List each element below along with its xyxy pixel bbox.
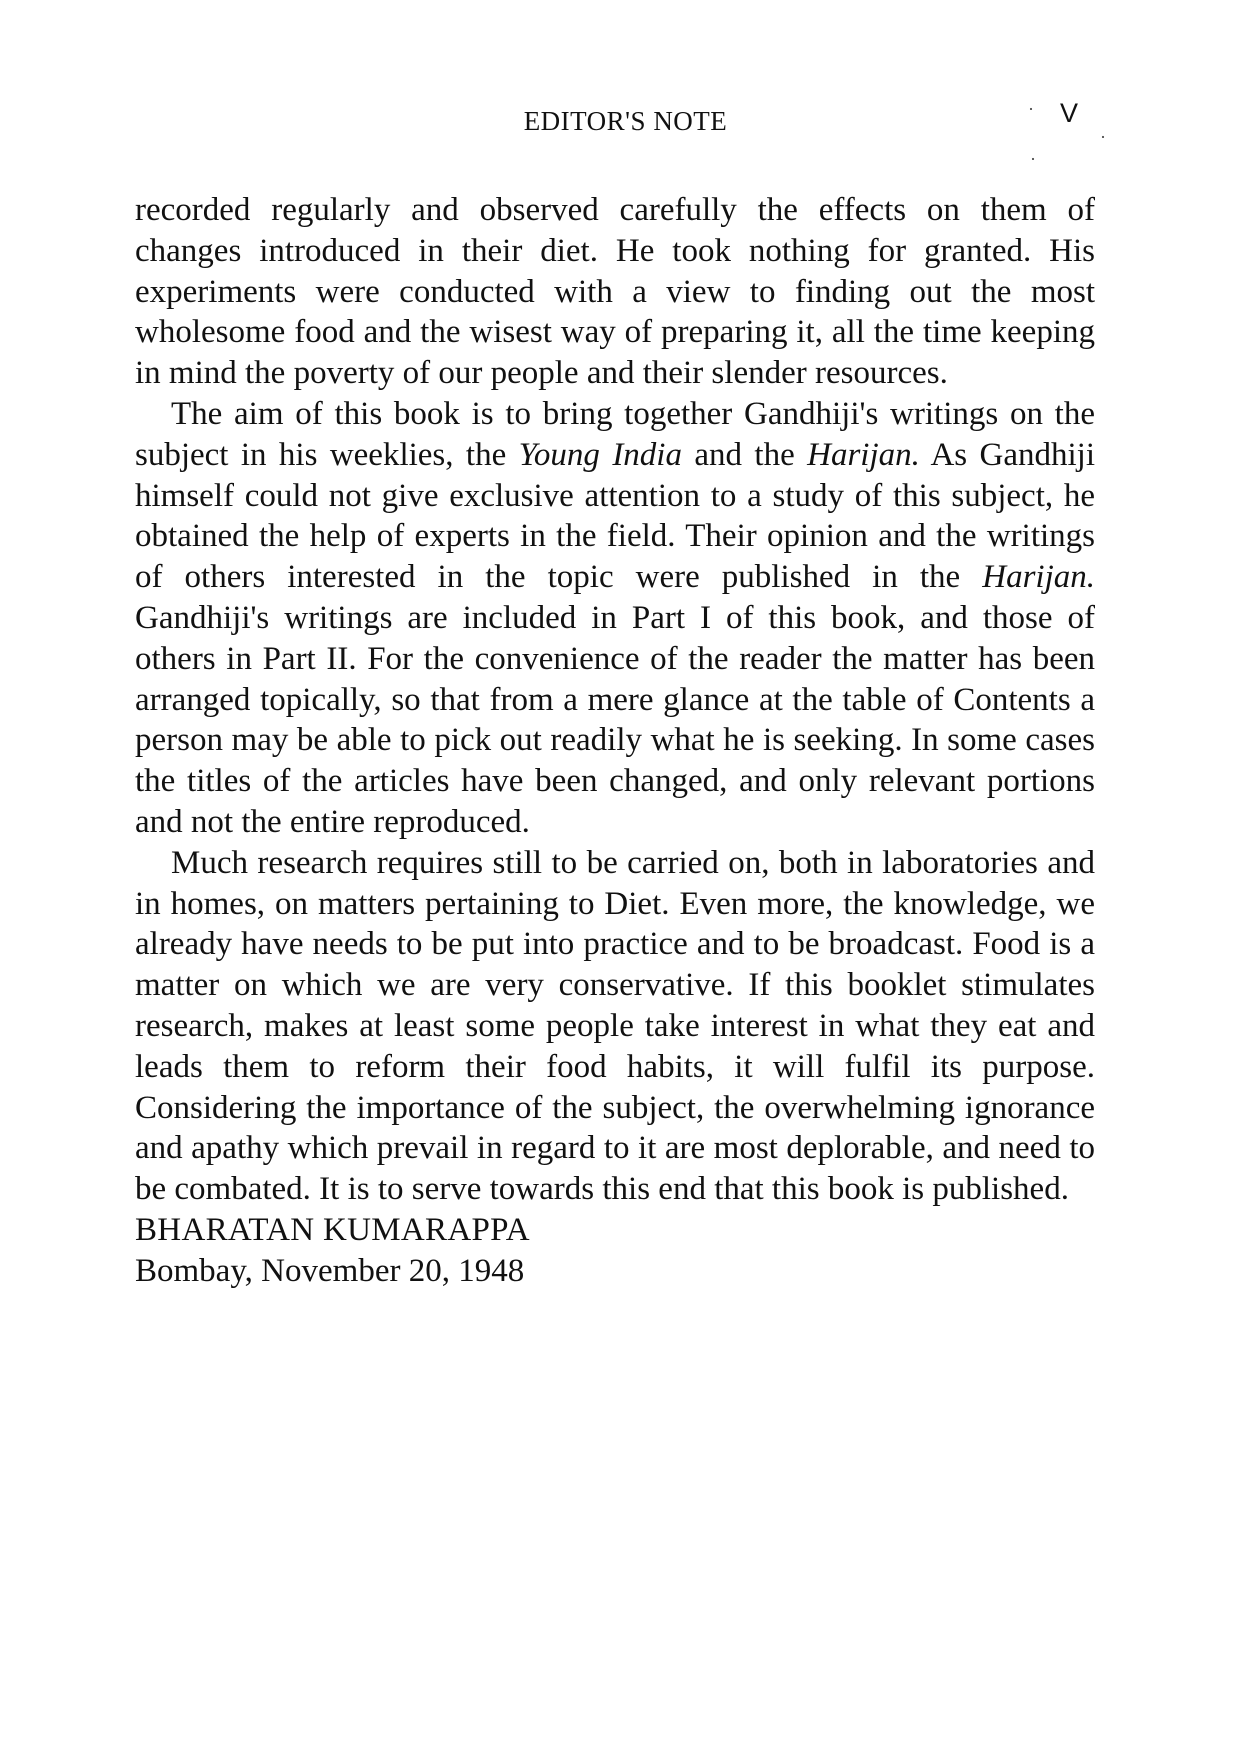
publication-title: Harijan. — [982, 559, 1095, 596]
print-speck: · — [1028, 99, 1034, 119]
paragraph-text: The aim of this book is to bring together Gandhiji's writings on the subject in his weeklies, the — [135, 395, 1095, 473]
print-speck: · — [1100, 127, 1106, 147]
publication-title: Young India — [518, 436, 682, 473]
paragraph-3 — [135, 843, 1095, 1210]
paragraph-text: Much research requires still to be carried on, both in laboratories and in homes, on matters pertaining to Diet. Even more, the knowledge, we already have needs to be put into practice and to be broadcast. Food is a matter on which we are very conservative. If this booklet stimulates research, makes at least some people take interest in what they eat and leads them to reform their food habits, it will fulfil its purpose. Considering the importance of the subject, the overwhelming ignorance and apathy which prevail in regard to it are most deplorable, and need to be combated. It is to serve towards this end that this book is published. — [135, 844, 1095, 1208]
paragraph-text: recorded regularly and observed carefully the effects on them of changes introduced in their diet. He took nothing for granted. His experiments were conducted with a view to finding out the most wholesome food and the wisest way of preparing it, all the time keeping in mind the poverty of our people and their slender resources. — [135, 192, 1095, 392]
place-date: Bombay, November 20, 1948 — [135, 1252, 525, 1289]
paragraph-2 — [135, 394, 1095, 843]
publication-title: Harijan. — [807, 436, 920, 473]
editors-note-body — [135, 190, 1095, 1292]
paragraph-1 — [135, 190, 1095, 394]
paragraph-text: Gandhiji's writings are included in Part I of this book, and those of others in Part II. For the convenience of the reader the matter has been arranged topically, so that from a mere glance at the table of Contents a person may be able to pick out readily what he is seeking. In some cases the titles of the articles have been changed, and only relevant portions and not the entire reproduced. — [135, 599, 1095, 840]
paragraph-text: As Gandhiji himself could not give exclusive attention to a study of this subject, he obtained the help of experts in the field. Their opinion and the writings of others interested in the topic were published in the — [135, 436, 1096, 596]
signature: BHARATAN KUMARAPPA — [135, 1211, 530, 1248]
page-number: V — [1060, 98, 1079, 128]
paragraph-text: and the — [681, 436, 808, 473]
running-head: EDITOR'S NOTE — [523, 106, 728, 136]
print-speck: · — [1030, 149, 1036, 169]
